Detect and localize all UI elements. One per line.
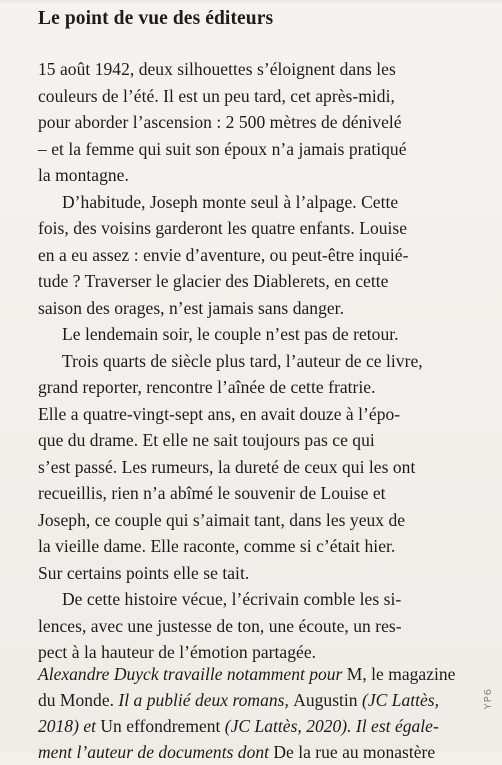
text-line: lences, avec une justesse de ton, une écoute, un res- [38,615,402,636]
text-line: D’habitude, Joseph monte seul à l’alpage. Cette [62,191,399,212]
credit-text: 2018) et [38,716,101,736]
text-line: – et la femme qui suit son époux n’a jamais pratiqué [38,138,407,159]
credit-title: Un effondrement [100,716,221,736]
credit-line [38,687,478,713]
credit-text: Il a publié deux romans, [118,690,294,710]
credit-text: (JC Lattès, [357,690,439,710]
top-shadow [0,0,502,3]
text-line: saison des orages, n’est jamais sans danger. [38,297,344,318]
text-line: s’est passé. Les rumeurs, la dureté de ceux qui les ont [38,456,416,477]
text-line: recueillis, rien n’a abîmé le souvenir de Louise et [38,483,386,503]
text-line: Trois quarts de siècle plus tard, l’auteur de ce livre, [62,350,423,371]
credit-title: Augustin [293,690,358,710]
credit-text: Alexandre Duyck travaille notamment pour [38,664,347,684]
text-line: 15 août 1942, deux silhouettes s’éloignent dans les [38,59,396,79]
text-line: Elle a quatre-vingt-sept ans, en avait douze à l’épo- [38,403,401,424]
credit-text: du Monde. [38,690,119,710]
credit-text: , le magazine [362,664,456,684]
credit-line [38,713,478,739]
credit-title: M [346,664,363,684]
author-credit [38,661,478,765]
side-mark: YP6 [483,688,494,710]
page-title: Le point de vue des éditeurs [38,8,274,29]
credit-line-cut [38,739,478,765]
credit-text: (JC Lattès, 2020). Il est égale- [220,716,439,736]
text-line: la vieille dame. Elle raconte, comme si c’était hier. [38,536,396,556]
summary-text [38,56,470,666]
text-line: pect à la hauteur de l’émotion partagée. [38,642,317,662]
text-line: en a eu assez : envie d’aventure, ou peut-être inquié- [38,244,409,265]
text-line: que du drame. Et elle ne sait toujours pas ce qui [38,430,375,450]
text-line: Sur certains points elle se tait. [38,562,250,583]
credit-text: ment l’auteur de documents dont [38,742,274,762]
text-line: pour aborder l’ascension : 2 500 mètres de dénivelé [38,112,402,132]
text-line: grand reporter, rencontre l’aînée de cette fratrie. [38,377,376,397]
credit-line [38,661,478,687]
text-line: Joseph, ce couple qui s’aimait tant, dans les yeux de [38,509,406,530]
text-line: tude ? Traverser le glacier des Diablerets, en cette [38,271,389,291]
credit-title: De la rue au monastère [273,742,436,762]
text-line: couleurs de l’été. Il est un peu tard, cet après-midi, [38,85,395,106]
text-line: De cette histoire vécue, l’écrivain comble les si- [62,589,402,609]
text-line: fois, des voisins garderont les quatre enfants. Louise [38,218,408,238]
text-line: Le lendemain soir, le couple n’est pas de retour. [62,324,399,344]
text-line: la montagne. [38,165,129,185]
